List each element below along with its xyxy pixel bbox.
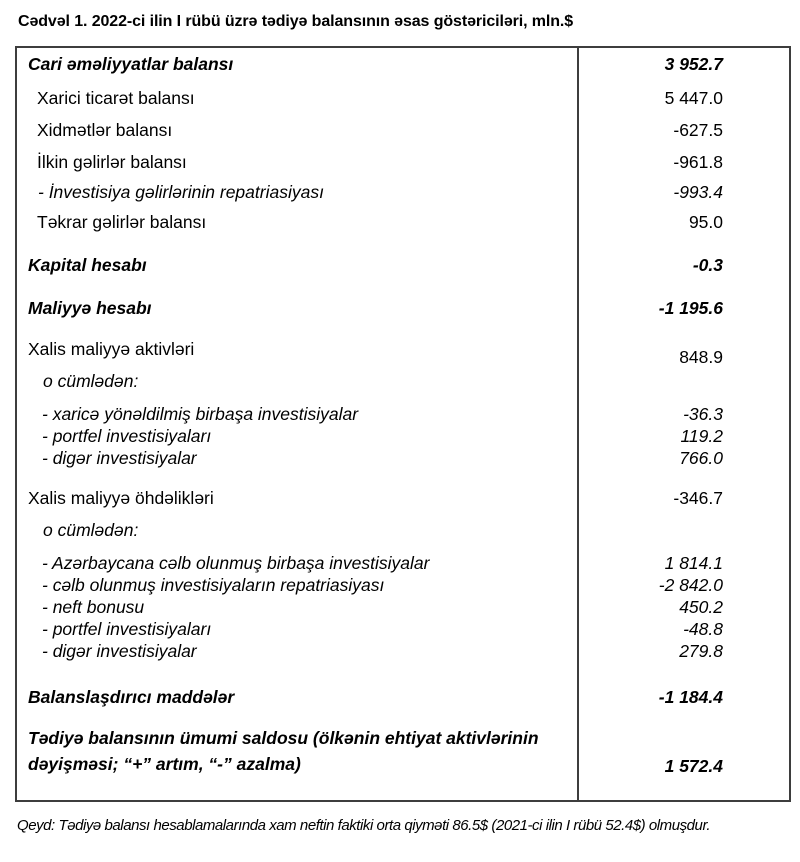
table-row: [17, 509, 789, 541]
row-value: -36.3: [577, 392, 789, 425]
row-label: - neft bonusu: [42, 597, 145, 617]
row-value: -48.8: [577, 618, 789, 640]
row-label: - İnvestisiya gəlirlərinin repatriasiyası: [38, 182, 324, 202]
row-label: Cari əməliyyatlar balansı: [28, 54, 234, 74]
footnote: Qeyd: Tədiyə balansı hesablamalarında xam neftin faktiki orta qiyməti 86.5$ (2021-ci ilin I rübü 52.4$) olmuşdur.: [17, 817, 711, 834]
row-label: Xarici ticarət balansı: [37, 88, 195, 108]
table-row: [17, 276, 789, 319]
table-title: Cədvəl 1. 2022-ci ilin I rübü üzrə tədiyə balansının əsas göstəriciləri, mln.$: [18, 13, 574, 30]
row-value: -346.7: [577, 469, 789, 509]
row-value: -2 842.0: [577, 574, 789, 596]
table-row: [17, 425, 789, 447]
row-value: 5 447.0: [577, 75, 789, 109]
row-value: 3 952.7: [577, 48, 789, 75]
table-row: [17, 368, 789, 392]
table-row: [17, 203, 789, 233]
row-value: 766.0: [577, 447, 789, 469]
row-value: 279.8: [577, 640, 789, 662]
row-value: 848.9: [577, 319, 789, 368]
row-label: o cümlədən:: [43, 371, 139, 391]
row-label: Tədiyə balansının ümumi saldosu (ölkənin ehtiyat aktivlərinin dəyişməsi; “+” artım, “-” azalma): [28, 728, 539, 774]
table-row: [17, 447, 789, 469]
table-row: [17, 233, 789, 276]
row-value: 450.2: [577, 596, 789, 618]
table-row: [17, 708, 789, 800]
table-row: [17, 618, 789, 640]
balance-table: [15, 46, 791, 802]
row-value: -627.5: [577, 109, 789, 141]
table-row: [17, 392, 789, 425]
row-label: Təkrar gəlirlər balansı: [37, 212, 207, 232]
row-label: Xalis maliyyə aktivləri: [28, 339, 195, 359]
row-value: 119.2: [577, 425, 789, 447]
row-label: - portfel investisiyaları: [42, 619, 212, 639]
table-row: [17, 469, 789, 509]
row-label: o cümlədən:: [43, 520, 139, 540]
row-value: 1 572.4: [577, 708, 789, 800]
table-row: [17, 596, 789, 618]
row-value: [577, 368, 789, 392]
row-label: Kapital hesabı: [28, 255, 147, 275]
row-value: -1 195.6: [577, 276, 789, 319]
row-label: - cəlb olunmuş investisiyaların repatriasiyası: [42, 575, 385, 595]
table-row: [17, 541, 789, 574]
table-row: [17, 640, 789, 662]
table-row: [17, 141, 789, 173]
table-row: [17, 574, 789, 596]
row-value: -0.3: [577, 233, 789, 276]
row-label: - xaricə yönəldilmiş birbaşa investisiyalar: [42, 404, 359, 424]
row-value: 1 814.1: [577, 541, 789, 574]
row-value: -1 184.4: [577, 662, 789, 708]
table-row: [17, 48, 789, 75]
row-value: 95.0: [577, 203, 789, 233]
row-label: Balanslaşdırıcı maddələr: [28, 687, 235, 707]
row-label: - portfel investisiyaları: [42, 426, 212, 446]
row-label: - digər investisiyalar: [42, 448, 197, 468]
table-row: [17, 319, 789, 368]
row-label: Xalis maliyyə öhdəlikləri: [28, 488, 214, 508]
row-value: -961.8: [577, 141, 789, 173]
row-value: -993.4: [577, 173, 789, 203]
table-row: [17, 662, 789, 708]
row-label: - digər investisiyalar: [42, 641, 197, 661]
table-row: [17, 75, 789, 109]
table-row: [17, 109, 789, 141]
row-label: - Azərbaycana cəlb olunmuş birbaşa investisiyalar: [42, 553, 430, 573]
row-label: Maliyyə hesabı: [28, 298, 152, 318]
row-label: Xidmətlər balansı: [37, 120, 173, 140]
row-value: [577, 509, 789, 541]
table-row: [17, 173, 789, 203]
row-label: İlkin gəlirlər balansı: [37, 152, 187, 172]
